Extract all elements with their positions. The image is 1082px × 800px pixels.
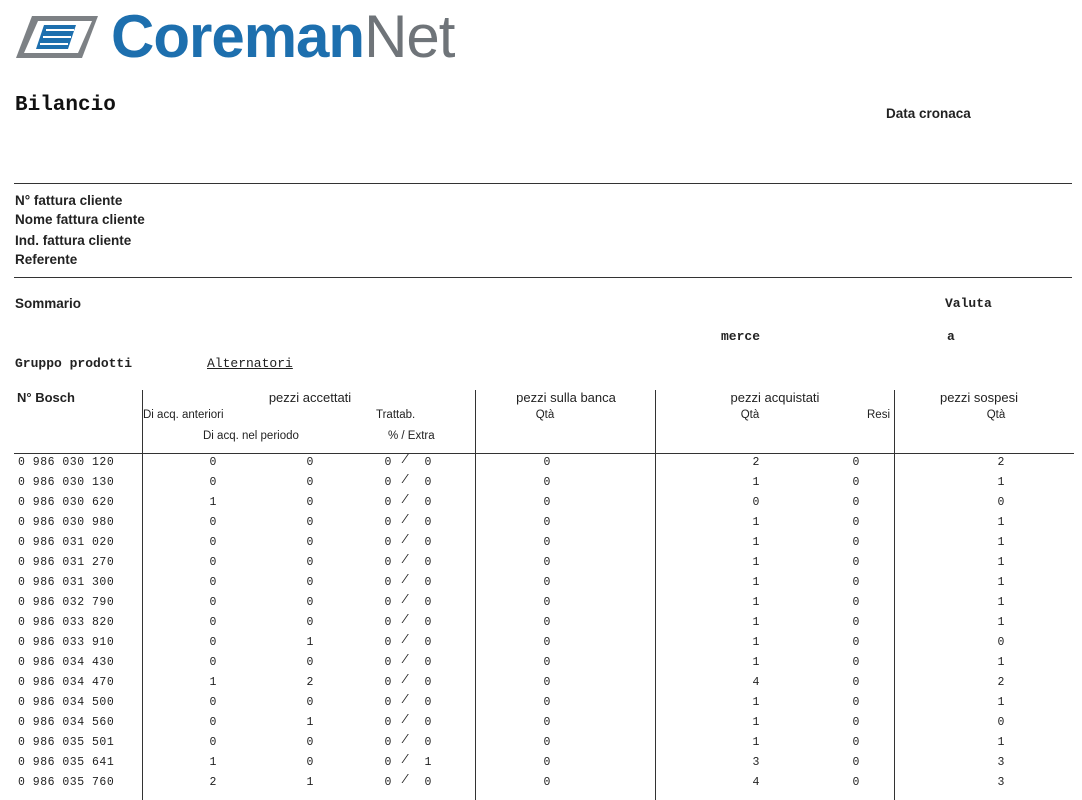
cell-acquistati-qta: 4 <box>752 776 760 789</box>
cell-extra: 0 <box>424 716 432 729</box>
cell-slash-separator: / <box>401 694 409 707</box>
cell-periodo: 1 <box>306 776 314 789</box>
cell-periodo: 1 <box>306 716 314 729</box>
cell-resi: 0 <box>852 696 860 709</box>
cell-sospesi-qta: 1 <box>997 536 1005 549</box>
cell-banca-qta: 0 <box>543 736 551 749</box>
cell-trattab-pct: 0 <box>384 736 392 749</box>
col-header-bosch: N° Bosch <box>17 390 75 405</box>
cell-banca-qta: 0 <box>543 616 551 629</box>
cell-bosch-code: 0 986 033 820 <box>18 616 115 629</box>
table-col-divider-2 <box>475 390 476 800</box>
cell-anteriori: 0 <box>209 596 217 609</box>
client-invoice-name-label: Nome fattura cliente <box>15 212 145 227</box>
coremannet-logo-mark-icon <box>14 12 100 62</box>
coremannet-wordmark: CoremanNet <box>111 3 455 70</box>
cell-periodo: 0 <box>306 456 314 469</box>
cell-resi: 0 <box>852 636 860 649</box>
cell-acquistati-qta: 4 <box>752 676 760 689</box>
cell-slash-separator: / <box>401 754 409 767</box>
cell-sospesi-qta: 3 <box>997 776 1005 789</box>
col-header-accettati: pezzi accettati <box>268 390 352 405</box>
cell-sospesi-qta: 2 <box>997 456 1005 469</box>
cell-trattab-pct: 0 <box>384 476 392 489</box>
cell-bosch-code: 0 986 033 910 <box>18 636 115 649</box>
cell-sospesi-qta: 1 <box>997 476 1005 489</box>
cell-extra: 0 <box>424 496 432 509</box>
cell-periodo: 0 <box>306 596 314 609</box>
cell-anteriori: 0 <box>209 656 217 669</box>
cell-resi: 0 <box>852 576 860 589</box>
cell-resi: 0 <box>852 616 860 629</box>
col-header-sospesi: pezzi sospesi <box>939 390 1019 405</box>
cell-anteriori: 0 <box>209 616 217 629</box>
cell-periodo: 0 <box>306 516 314 529</box>
cell-extra: 0 <box>424 516 432 529</box>
cell-bosch-code: 0 986 034 560 <box>18 716 115 729</box>
cell-banca-qta: 0 <box>543 696 551 709</box>
cell-bosch-code: 0 986 034 430 <box>18 656 115 669</box>
cell-slash-separator: / <box>401 494 409 507</box>
cell-acquistati-qta: 1 <box>752 556 760 569</box>
cell-extra: 0 <box>424 596 432 609</box>
cell-bosch-code: 0 986 030 120 <box>18 456 115 469</box>
cell-acquistati-qta: 1 <box>752 576 760 589</box>
sommario-label: Sommario <box>15 296 82 311</box>
divider-middle <box>14 277 1072 278</box>
cell-periodo: 0 <box>306 736 314 749</box>
cell-banca-qta: 0 <box>543 676 551 689</box>
page-title: Bilancio <box>15 94 116 117</box>
cell-sospesi-qta: 1 <box>997 736 1005 749</box>
cell-banca-qta: 0 <box>543 576 551 589</box>
cell-slash-separator: / <box>401 674 409 687</box>
subheader-trattab: Trattab. <box>376 409 416 421</box>
cell-acquistati-qta: 1 <box>752 696 760 709</box>
cell-extra: 0 <box>424 736 432 749</box>
subheader-acquistati-qta: Qtà <box>740 409 760 421</box>
cell-trattab-pct: 0 <box>384 536 392 549</box>
cell-banca-qta: 0 <box>543 776 551 789</box>
col-header-acquistati: pezzi acquistati <box>730 390 820 405</box>
cell-periodo: 0 <box>306 576 314 589</box>
cell-sospesi-qta: 1 <box>997 616 1005 629</box>
cell-bosch-code: 0 986 035 501 <box>18 736 115 749</box>
cell-periodo: 0 <box>306 696 314 709</box>
cell-extra: 0 <box>424 656 432 669</box>
cell-trattab-pct: 0 <box>384 456 392 469</box>
cell-anteriori: 0 <box>209 476 217 489</box>
cell-trattab-pct: 0 <box>384 676 392 689</box>
cell-extra: 0 <box>424 636 432 649</box>
cell-bosch-code: 0 986 034 470 <box>18 676 115 689</box>
cell-bosch-code: 0 986 030 620 <box>18 496 115 509</box>
subheader-extra: % / Extra <box>388 430 435 442</box>
cell-sospesi-qta: 1 <box>997 556 1005 569</box>
cell-slash-separator: / <box>401 474 409 487</box>
cell-slash-separator: / <box>401 634 409 647</box>
cell-trattab-pct: 0 <box>384 596 392 609</box>
cell-sospesi-qta: 0 <box>997 496 1005 509</box>
cell-anteriori: 1 <box>209 496 217 509</box>
cell-extra: 0 <box>424 536 432 549</box>
cell-trattab-pct: 0 <box>384 516 392 529</box>
cell-bosch-code: 0 986 035 760 <box>18 776 115 789</box>
cell-trattab-pct: 0 <box>384 776 392 789</box>
cell-resi: 0 <box>852 716 860 729</box>
cell-slash-separator: / <box>401 454 409 467</box>
gruppo-prodotti-link[interactable]: Alternatori <box>207 356 293 371</box>
table-col-divider-4 <box>894 390 895 800</box>
cell-resi: 0 <box>852 736 860 749</box>
cell-banca-qta: 0 <box>543 476 551 489</box>
cell-slash-separator: / <box>401 774 409 787</box>
cell-resi: 0 <box>852 596 860 609</box>
cell-extra: 0 <box>424 456 432 469</box>
cell-sospesi-qta: 0 <box>997 716 1005 729</box>
cell-slash-separator: / <box>401 714 409 727</box>
merce-label: merce <box>721 329 761 344</box>
col-header-banca: pezzi sulla banca <box>516 390 616 405</box>
cell-periodo: 0 <box>306 656 314 669</box>
subheader-sospesi-qta: Qtà <box>986 409 1006 421</box>
cell-sospesi-qta: 0 <box>997 636 1005 649</box>
table-header-divider <box>14 453 1074 454</box>
cell-bosch-code: 0 986 031 300 <box>18 576 115 589</box>
cell-sospesi-qta: 3 <box>997 756 1005 769</box>
cell-resi: 0 <box>852 456 860 469</box>
cell-banca-qta: 0 <box>543 656 551 669</box>
cell-bosch-code: 0 986 032 790 <box>18 596 115 609</box>
cell-anteriori: 1 <box>209 676 217 689</box>
cell-anteriori: 0 <box>209 536 217 549</box>
cell-sospesi-qta: 2 <box>997 676 1005 689</box>
cell-periodo: 0 <box>306 496 314 509</box>
cell-extra: 0 <box>424 556 432 569</box>
cell-anteriori: 0 <box>209 736 217 749</box>
cell-anteriori: 0 <box>209 696 217 709</box>
cell-trattab-pct: 0 <box>384 716 392 729</box>
cell-trattab-pct: 0 <box>384 756 392 769</box>
cell-extra: 0 <box>424 476 432 489</box>
cell-resi: 0 <box>852 536 860 549</box>
cell-trattab-pct: 0 <box>384 696 392 709</box>
cell-acquistati-qta: 1 <box>752 716 760 729</box>
cell-acquistati-qta: 1 <box>752 736 760 749</box>
client-invoice-address-label: Ind. fattura cliente <box>15 233 132 248</box>
cell-slash-separator: / <box>401 554 409 567</box>
cell-resi: 0 <box>852 556 860 569</box>
cell-bosch-code: 0 986 031 270 <box>18 556 115 569</box>
cell-acquistati-qta: 1 <box>752 476 760 489</box>
cell-acquistati-qta: 3 <box>752 756 760 769</box>
cell-trattab-pct: 0 <box>384 616 392 629</box>
cell-slash-separator: / <box>401 734 409 747</box>
cell-slash-separator: / <box>401 534 409 547</box>
cell-anteriori: 1 <box>209 756 217 769</box>
cell-slash-separator: / <box>401 574 409 587</box>
cell-trattab-pct: 0 <box>384 576 392 589</box>
cell-banca-qta: 0 <box>543 456 551 469</box>
cell-acquistati-qta: 1 <box>752 596 760 609</box>
cell-slash-separator: / <box>401 614 409 627</box>
cell-anteriori: 0 <box>209 556 217 569</box>
cell-banca-qta: 0 <box>543 636 551 649</box>
valuta-label: Valuta <box>945 296 992 311</box>
referente-label: Referente <box>15 252 78 267</box>
cell-extra: 0 <box>424 616 432 629</box>
cell-extra: 0 <box>424 676 432 689</box>
cell-bosch-code: 0 986 030 130 <box>18 476 115 489</box>
cell-banca-qta: 0 <box>543 756 551 769</box>
cell-acquistati-qta: 0 <box>752 496 760 509</box>
cell-banca-qta: 0 <box>543 716 551 729</box>
cell-periodo: 0 <box>306 756 314 769</box>
cell-sospesi-qta: 1 <box>997 516 1005 529</box>
cell-slash-separator: / <box>401 514 409 527</box>
cell-trattab-pct: 0 <box>384 556 392 569</box>
cell-acquistati-qta: 1 <box>752 536 760 549</box>
cell-extra: 0 <box>424 776 432 789</box>
cell-banca-qta: 0 <box>543 516 551 529</box>
cell-anteriori: 2 <box>209 776 217 789</box>
a-label: a <box>947 329 955 344</box>
cell-banca-qta: 0 <box>543 496 551 509</box>
cell-anteriori: 0 <box>209 576 217 589</box>
cell-acquistati-qta: 1 <box>752 616 760 629</box>
client-invoice-number-label: N° fattura cliente <box>15 193 123 208</box>
table-col-divider-1 <box>142 390 143 800</box>
cell-periodo: 0 <box>306 536 314 549</box>
cell-periodo: 0 <box>306 616 314 629</box>
cell-resi: 0 <box>852 776 860 789</box>
cell-sospesi-qta: 1 <box>997 596 1005 609</box>
cell-banca-qta: 0 <box>543 596 551 609</box>
divider-top <box>14 183 1072 184</box>
gruppo-prodotti-label: Gruppo prodotti <box>15 356 133 371</box>
cell-bosch-code: 0 986 034 500 <box>18 696 115 709</box>
cell-periodo: 1 <box>306 636 314 649</box>
cell-banca-qta: 0 <box>543 556 551 569</box>
cell-periodo: 0 <box>306 556 314 569</box>
cell-trattab-pct: 0 <box>384 636 392 649</box>
cell-resi: 0 <box>852 756 860 769</box>
cell-resi: 0 <box>852 496 860 509</box>
cell-bosch-code: 0 986 035 641 <box>18 756 115 769</box>
subheader-resi: Resi <box>867 409 891 421</box>
cell-extra: 0 <box>424 696 432 709</box>
cell-extra: 1 <box>424 756 432 769</box>
cell-resi: 0 <box>852 516 860 529</box>
cell-anteriori: 0 <box>209 456 217 469</box>
cell-trattab-pct: 0 <box>384 496 392 509</box>
cell-acquistati-qta: 2 <box>752 456 760 469</box>
subheader-banca-qta: Qtà <box>535 409 555 421</box>
cell-sospesi-qta: 1 <box>997 696 1005 709</box>
cell-bosch-code: 0 986 030 980 <box>18 516 115 529</box>
cell-sospesi-qta: 1 <box>997 576 1005 589</box>
subheader-anteriori: Di acq. anteriori <box>143 409 224 421</box>
cell-bosch-code: 0 986 031 020 <box>18 536 115 549</box>
cell-acquistati-qta: 1 <box>752 656 760 669</box>
cell-slash-separator: / <box>401 594 409 607</box>
cell-slash-separator: / <box>401 654 409 667</box>
cell-periodo: 2 <box>306 676 314 689</box>
cell-extra: 0 <box>424 576 432 589</box>
cell-resi: 0 <box>852 676 860 689</box>
table-col-divider-3 <box>655 390 656 800</box>
cell-trattab-pct: 0 <box>384 656 392 669</box>
data-cronaca-label: Data cronaca <box>886 106 971 121</box>
cell-anteriori: 0 <box>209 636 217 649</box>
cell-acquistati-qta: 1 <box>752 516 760 529</box>
cell-anteriori: 0 <box>209 716 217 729</box>
cell-sospesi-qta: 1 <box>997 656 1005 669</box>
cell-resi: 0 <box>852 476 860 489</box>
cell-resi: 0 <box>852 656 860 669</box>
subheader-periodo: Di acq. nel periodo <box>203 430 299 442</box>
cell-banca-qta: 0 <box>543 536 551 549</box>
cell-acquistati-qta: 1 <box>752 636 760 649</box>
cell-anteriori: 0 <box>209 516 217 529</box>
cell-periodo: 0 <box>306 476 314 489</box>
